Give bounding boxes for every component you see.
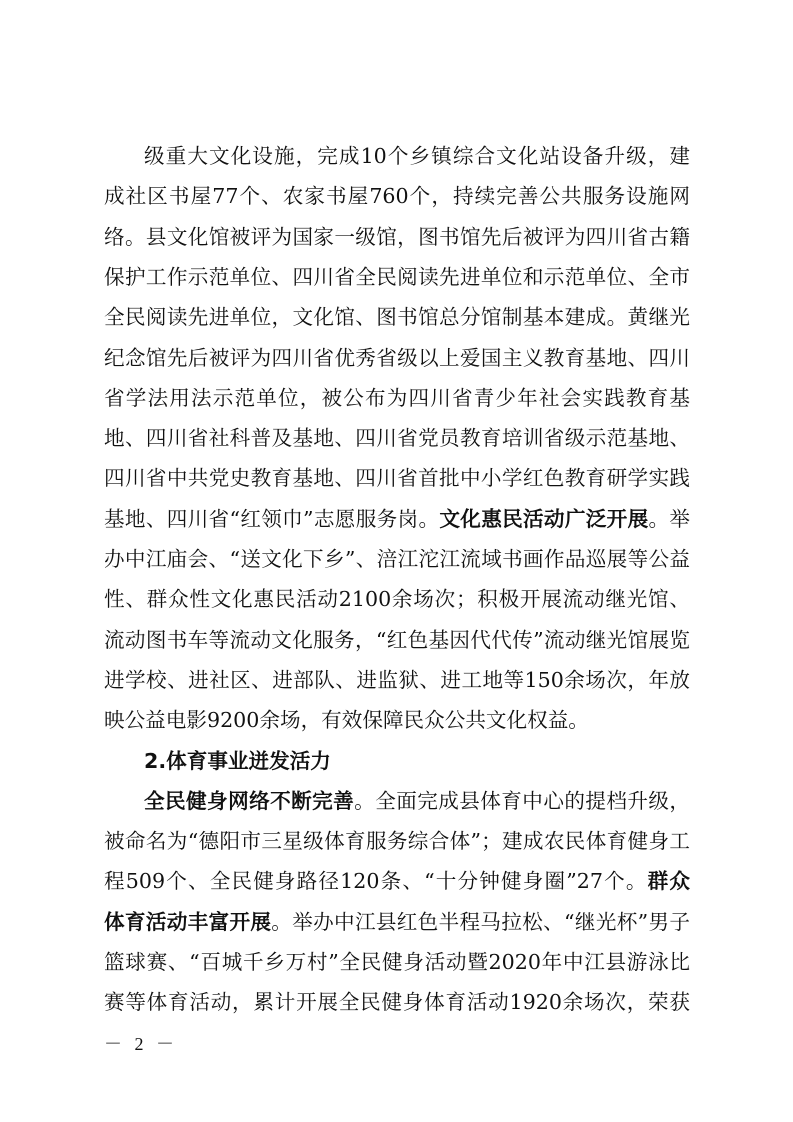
paragraph-line: 级重大文化设施，完成10个乡镇综合文化站设备升级，建 — [144, 144, 690, 168]
paragraph-line: 保护工作示范单位、四川省全民阅读先进单位和示范单位、全市 — [104, 264, 690, 289]
bold-phrase: 群众 — [647, 869, 690, 894]
paragraph-line: 流动图书车等流动文化服务，“红色基因代代传”流动继光馆展览 — [104, 627, 690, 652]
paragraph-line: 四川省中共党史教育基地、四川省首批中小学红色教育研学实践 — [104, 466, 690, 491]
paragraph-line: 纪念馆先后被评为四川省优秀省级以上爱国主义教育基地、四川 — [104, 345, 690, 370]
paragraph-line: 赛等体育活动，累计开展全民健身体育活动1920余场次，荣获 — [104, 990, 690, 1015]
paragraph-line: 进学校、进社区、进部队、进监狱、进工地等150余场次，年放 — [104, 667, 690, 692]
bold-phrase: 文化惠民活动广泛开展 — [439, 506, 649, 531]
section-heading: 2.体育事业迸发活力 — [144, 748, 331, 773]
paragraph-line: 全民阅读先进单位，文化馆、图书馆总分馆制基本建成。黄继光 — [104, 305, 690, 330]
paragraph-line: 办中江庙会、“送文化下乡”、涪江沱江流域书画作品巡展等公益 — [104, 547, 690, 571]
paragraph-line: 被命名为“德阳市三星级体育服务综合体”；建成农民体育健身工 — [104, 829, 690, 854]
page-number: － 2 － — [104, 1034, 178, 1054]
paragraph-line: 映公益电影9200余场，有效保障民众公共文化权益。 — [104, 708, 589, 733]
paragraph-line: 篮球赛、“百城千乡万村”全民健身活动暨2020年中江县游泳比 — [104, 950, 690, 974]
paragraph-line: 成社区书屋77个、农家书屋760个，持续完善公共服务设施网 — [104, 184, 690, 209]
paragraph-line: 体育活动丰富开展。举办中江县红色半程马拉松、“继光杯”男子 — [104, 909, 690, 934]
paragraph-line: 省学法用法示范单位，被公布为四川省青少年社会实践教育基 — [104, 385, 690, 410]
paragraph-line: 性、群众性文化惠民活动2100余场次；积极开展流动继光馆、 — [104, 587, 690, 612]
paragraph-line: 程509个、全民健身路径120条、“十分钟健身圈”27个。群众 — [104, 869, 690, 894]
bold-phrase: 体育活动丰富开展 — [104, 909, 272, 934]
paragraph-line: 基地、四川省“红领巾”志愿服务岗。文化惠民活动广泛开展。举 — [104, 506, 690, 531]
bold-phrase: 全民健身网络不断完善 — [144, 788, 355, 813]
paragraph-line: 地、四川省社科普及基地、四川省党员教育培训省级示范基地、 — [104, 426, 690, 451]
paragraph-line: 络。县文化馆被评为国家一级馆，图书馆先后被评为四川省古籍 — [104, 224, 690, 249]
paragraph-line: 全民健身网络不断完善。全面完成县体育中心的提档升级， — [144, 788, 690, 813]
